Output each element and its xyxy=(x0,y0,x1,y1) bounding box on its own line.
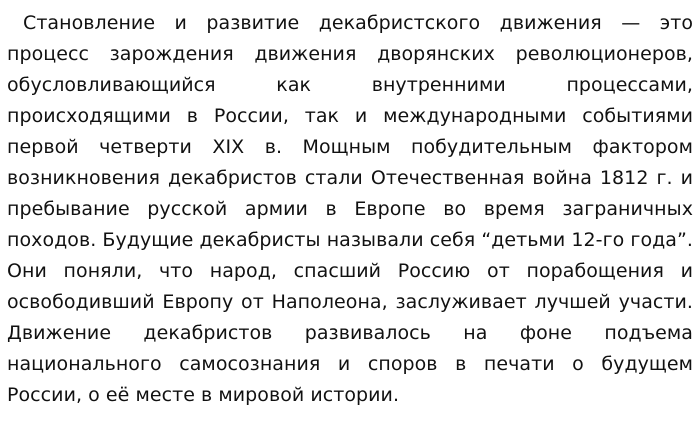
body-paragraph: Становление и развитие декабристского движения — это процесс зарождения движения дворянских революционеров, обусловливающийся как внутренними процессами, происходящими в России, так и международными событиями первой четверти XIX в. Мощным побудительным фактором возникновения декабристов стали Отечественная война 1812 г. и пребывание русской армии в Европе во время заграничных походов. Будущие декабристы называли себя “детьми 12-го года”. Они поняли, что народ, спасший Россию от порабощения и освободивший Европу от Наполеона, заслуживает лучшей участи. Движение декабристов развивалось на фоне подъема национального самосознания и споров в печати о будущем России, о её месте в мировой истории. xyxy=(7,12,693,406)
